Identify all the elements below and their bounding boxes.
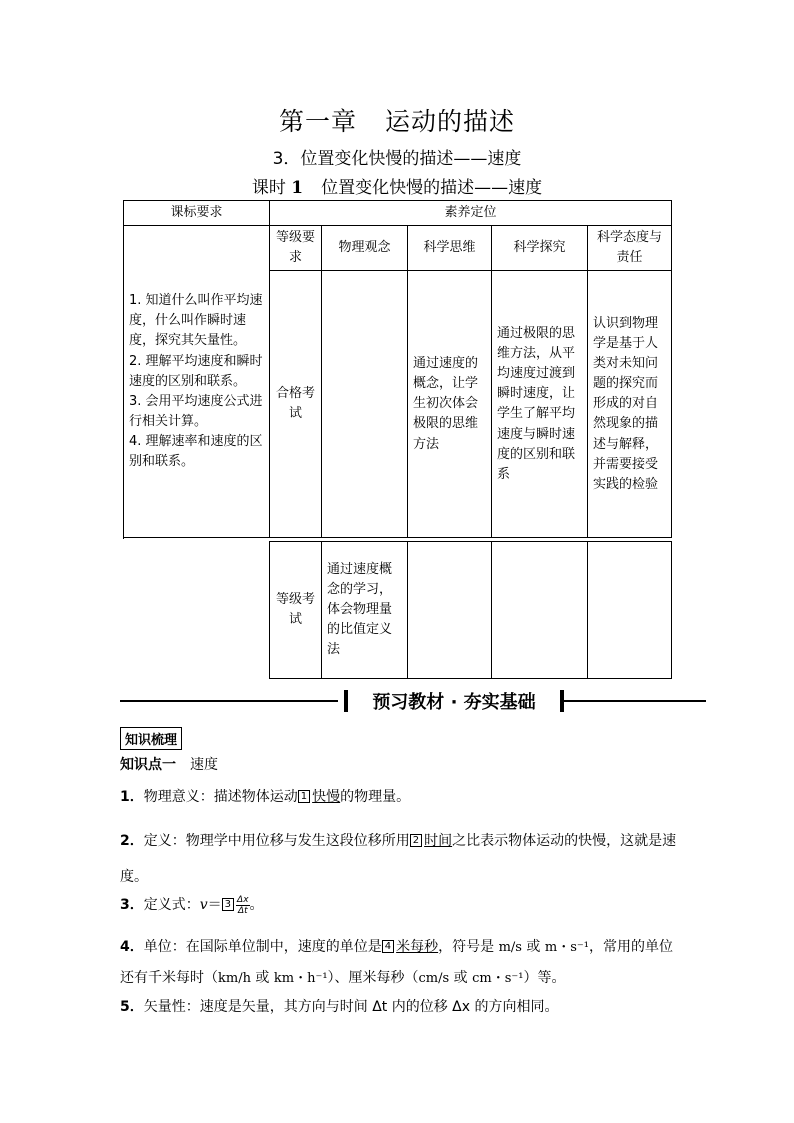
grade-scientific-inquiry bbox=[492, 542, 588, 679]
item-label: 单位： bbox=[143, 939, 186, 955]
item-label: 定义式： bbox=[143, 897, 200, 913]
header-physics-concept: 物理观念 bbox=[322, 226, 408, 271]
banner-text: 预习教材 · 夯实基础 bbox=[372, 692, 536, 713]
curriculum-item: 3. 会用平均速度公式进行相关计算。 bbox=[129, 393, 263, 429]
unit: m/s bbox=[498, 940, 522, 955]
item-text: ）等。 bbox=[523, 969, 566, 986]
item-text: 。 bbox=[249, 897, 264, 913]
curriculum-item: 1. 知道什么叫作平均速度，什么叫作瞬时速度，探究其矢量性。 bbox=[129, 293, 263, 349]
blank-number-box: 3 bbox=[222, 898, 234, 911]
banner-rule-left bbox=[120, 700, 338, 702]
item-text: 或 bbox=[521, 939, 545, 955]
banner-bar-left bbox=[344, 690, 348, 712]
item-number: 4． bbox=[120, 939, 144, 955]
curriculum-cell bbox=[124, 226, 270, 538]
header-level: 等级要求 bbox=[270, 226, 322, 271]
header-literacy: 素养定位 bbox=[270, 201, 672, 226]
knowledge-point-name: 速度 bbox=[190, 757, 218, 773]
item-text: 速度是矢量，其方向与时间 Δt 内的位移 Δx 的方向相同。 bbox=[199, 999, 559, 1015]
lesson-number: 1 bbox=[291, 178, 304, 198]
unit: cm/s bbox=[418, 970, 450, 986]
item-text: ）、厘米每秒（ bbox=[327, 969, 419, 986]
item-text: 或 bbox=[449, 969, 473, 986]
item-number: 5． bbox=[120, 999, 144, 1015]
level-pass: 合格考试 bbox=[270, 271, 322, 538]
lesson-name: 位置变化快慢的描述——速度 bbox=[321, 178, 543, 198]
grade-scientific-thinking bbox=[408, 542, 492, 679]
item-number: 1． bbox=[120, 789, 144, 805]
chapter-name: 运动的描述 bbox=[385, 107, 516, 136]
item-text: 的物理量。 bbox=[340, 789, 411, 805]
knowledge-point-title bbox=[120, 754, 218, 774]
curriculum-item: 4. 理解速率和速度的区别和联系。 bbox=[129, 434, 263, 470]
formula-equals: ＝ bbox=[207, 897, 222, 913]
requirements-table-grade bbox=[269, 541, 672, 679]
item-text: 或 bbox=[250, 969, 274, 986]
table-row-grade bbox=[270, 542, 672, 679]
unit: cm・s⁻¹ bbox=[472, 970, 524, 986]
blank-answer: 快慢 bbox=[312, 789, 341, 805]
knowledge-tag: 知识梳理 bbox=[120, 727, 182, 750]
blank-number-box: 4 bbox=[382, 940, 394, 953]
unit: km・h⁻¹ bbox=[273, 970, 328, 986]
item-text: ，常用的单位还有千米每时（ bbox=[120, 939, 673, 986]
blank-answer: 时间 bbox=[424, 833, 453, 849]
chapter-title bbox=[0, 102, 794, 138]
header-attitude: 科学态度与责任 bbox=[588, 226, 672, 271]
item-text: 描述物体运动 bbox=[213, 789, 298, 805]
blank-number-box: 1 bbox=[298, 790, 310, 803]
blank-number-box: 2 bbox=[410, 834, 422, 847]
banner-rule-right bbox=[562, 700, 706, 702]
section-title: 3．位置变化快慢的描述——速度 bbox=[272, 149, 522, 169]
item-text: ，符号是 bbox=[438, 939, 499, 955]
formula-variable: v bbox=[199, 897, 208, 913]
header-scientific-thinking: 科学思维 bbox=[408, 226, 492, 271]
item-label: 定义： bbox=[143, 833, 186, 849]
unit: km/h bbox=[218, 970, 251, 986]
item-5 bbox=[120, 994, 680, 1021]
item-3 bbox=[120, 892, 680, 919]
item-label: 矢量性： bbox=[143, 999, 200, 1015]
fraction-denominator: Δt bbox=[237, 905, 248, 916]
item-number: 3． bbox=[120, 897, 144, 913]
curriculum-item: 2. 理解平均速度和瞬时速度的区别和联系。 bbox=[129, 353, 263, 389]
fraction-numerator: Δx bbox=[237, 894, 249, 905]
item-text: 物理学中用位移与发生这段位移所用 bbox=[185, 833, 410, 849]
table-header-row bbox=[124, 201, 672, 226]
item-4 bbox=[120, 932, 680, 994]
unit: m・s⁻¹ bbox=[544, 940, 589, 955]
header-scientific-inquiry: 科学探究 bbox=[492, 226, 588, 271]
requirements-table bbox=[123, 200, 672, 538]
item-label: 物理意义： bbox=[143, 789, 214, 805]
lesson-prefix: 课时 bbox=[251, 178, 286, 198]
lesson-title bbox=[0, 173, 794, 198]
chapter-number: 第一章 bbox=[278, 107, 357, 136]
grade-attitude bbox=[588, 542, 672, 679]
pass-attitude: 认识到物理学是基于人类对未知问题的探究而形成的对自然现象的描述与解释，并需要接受实践的检验 bbox=[588, 271, 672, 538]
item-number: 2． bbox=[120, 833, 144, 849]
item-2 bbox=[120, 824, 680, 895]
pass-physics-concept bbox=[322, 271, 408, 538]
knowledge-point-label: 知识点一 bbox=[120, 757, 176, 773]
item-text: 之比表示物体运动的快慢，这就是速度。 bbox=[120, 833, 677, 885]
pass-scientific-thinking: 通过速度的概念，让学生初次体会极限的思维方法 bbox=[408, 271, 492, 538]
header-curriculum: 课标要求 bbox=[124, 201, 270, 226]
pass-scientific-inquiry: 通过极限的思维方法，从平均速度过渡到瞬时速度，让学生了解平均速度与瞬时速度的区别和联系 bbox=[492, 271, 588, 538]
level-grade: 等级考试 bbox=[270, 542, 322, 679]
item-1 bbox=[120, 784, 680, 811]
section-banner bbox=[120, 686, 706, 716]
blank-answer: 米每秒 bbox=[396, 939, 439, 955]
table-subheader-row bbox=[124, 226, 672, 271]
item-text: 在国际单位制中，速度的单位是 bbox=[185, 939, 382, 955]
formula-fraction bbox=[236, 895, 249, 916]
grade-physics-concept: 通过速度概念的学习，体会物理量的比值定义法 bbox=[322, 542, 408, 679]
